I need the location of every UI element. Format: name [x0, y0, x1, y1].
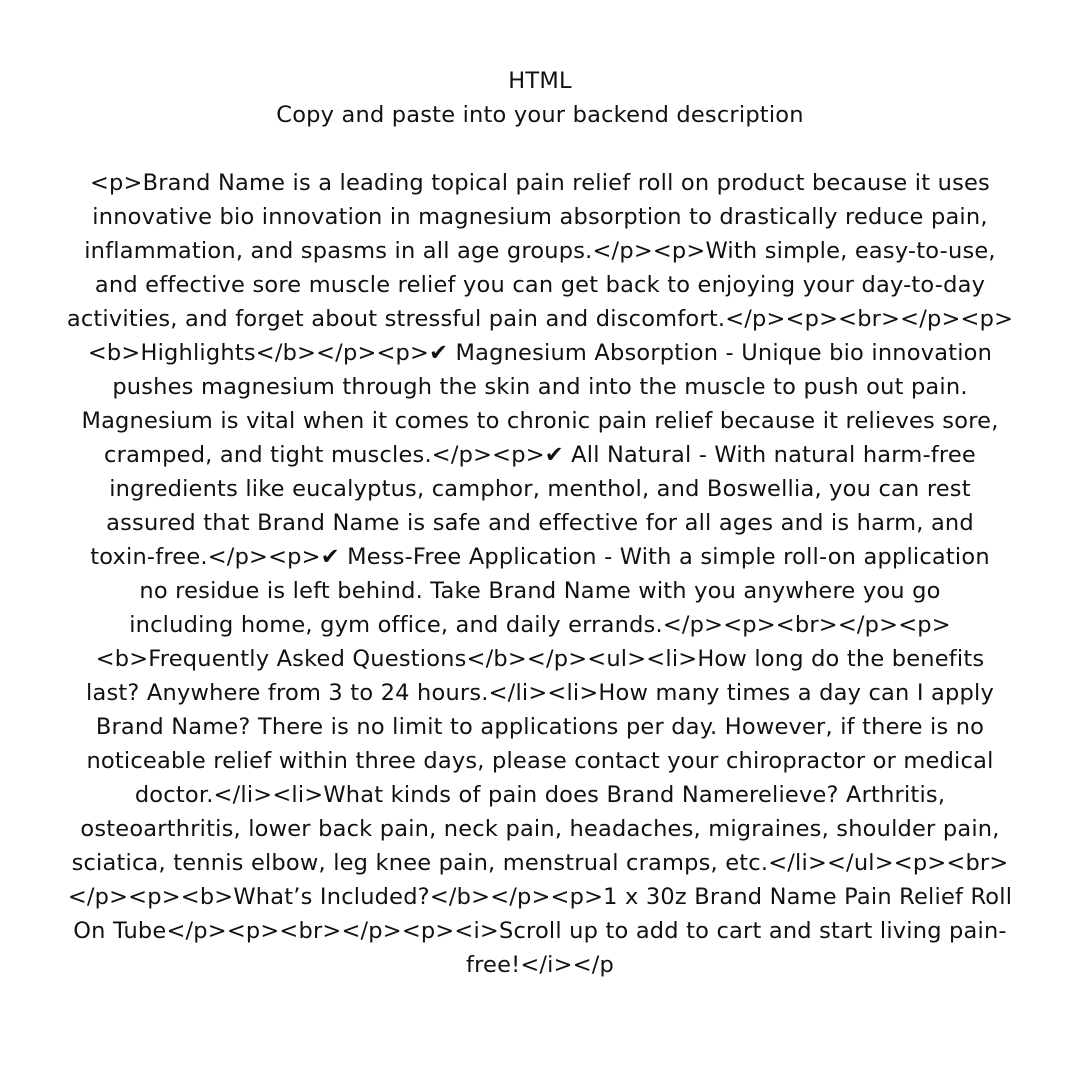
code-line: On Tube</p><p><br></p><p><i>Scroll up to add to cart and start living pain-	[73, 918, 1007, 944]
code-line: pushes magnesium through the skin and into the muscle to push out pain.	[112, 374, 968, 400]
code-line: ingredients like eucalyptus, camphor, menthol, and Boswellia, you can rest	[109, 476, 971, 502]
page-title: HTML	[508, 68, 572, 94]
code-line: free!</i></p	[465, 952, 615, 978]
code-line: osteoarthritis, lower back pain, neck pain, headaches, migraines, shoulder pain,	[80, 816, 1000, 842]
code-line: activities, and forget about stressful pain and discomfort.</p><p><br></p><p>	[66, 306, 1014, 332]
code-line: <b>Frequently Asked Questions</b></p><ul><li>How long do the benefits	[95, 646, 985, 672]
code-line: doctor.</li><li>What kinds of pain does Brand Namerelieve? Arthritis,	[134, 782, 946, 808]
code-line: last? Anywhere from 3 to 24 hours.</li><li>How many times a day can I apply	[86, 680, 994, 706]
code-line: toxin-free.</p><p>✔ Mess-Free Application - With a simple roll-on application	[90, 544, 990, 570]
html-code-text[interactable]	[0, 166, 1080, 982]
code-line: innovative bio innovation in magnesium absorption to drastically reduce pain,	[92, 204, 988, 230]
code-line: sciatica, tennis elbow, leg knee pain, menstrual cramps, etc.</li></ul><p><br>	[71, 850, 1009, 876]
code-line: </p><p><b>What’s Included?</b></p><p>1 x 30z Brand Name Pain Relief Roll	[67, 884, 1013, 910]
code-line: inflammation, and spasms in all age groups.</p><p>With simple, easy-to-use,	[84, 238, 996, 264]
page-subtitle: Copy and paste into your backend description	[276, 102, 804, 128]
code-line: Brand Name? There is no limit to applications per day. However, if there is no	[95, 714, 985, 740]
code-line: cramped, and tight muscles.</p><p>✔ All Natural - With natural harm-free	[104, 442, 976, 468]
code-line: <p>Brand Name is a leading topical pain relief roll on product because it uses	[90, 170, 990, 196]
code-line: noticeable relief within three days, please contact your chiropractor or medical	[86, 748, 994, 774]
code-line: including home, gym office, and daily errands.</p><p><br></p><p>	[129, 612, 951, 638]
code-line: Magnesium is vital when it comes to chronic pain relief because it relieves sore,	[81, 408, 999, 434]
code-line: <b>Highlights</b></p><p>✔ Magnesium Absorption - Unique bio innovation	[87, 340, 993, 366]
code-line: assured that Brand Name is safe and effective for all ages and is harm, and	[106, 510, 974, 536]
code-line: no residue is left behind. Take Brand Name with you anywhere you go	[139, 578, 941, 604]
code-line: and effective sore muscle relief you can get back to enjoying your day-to-day	[94, 272, 986, 298]
